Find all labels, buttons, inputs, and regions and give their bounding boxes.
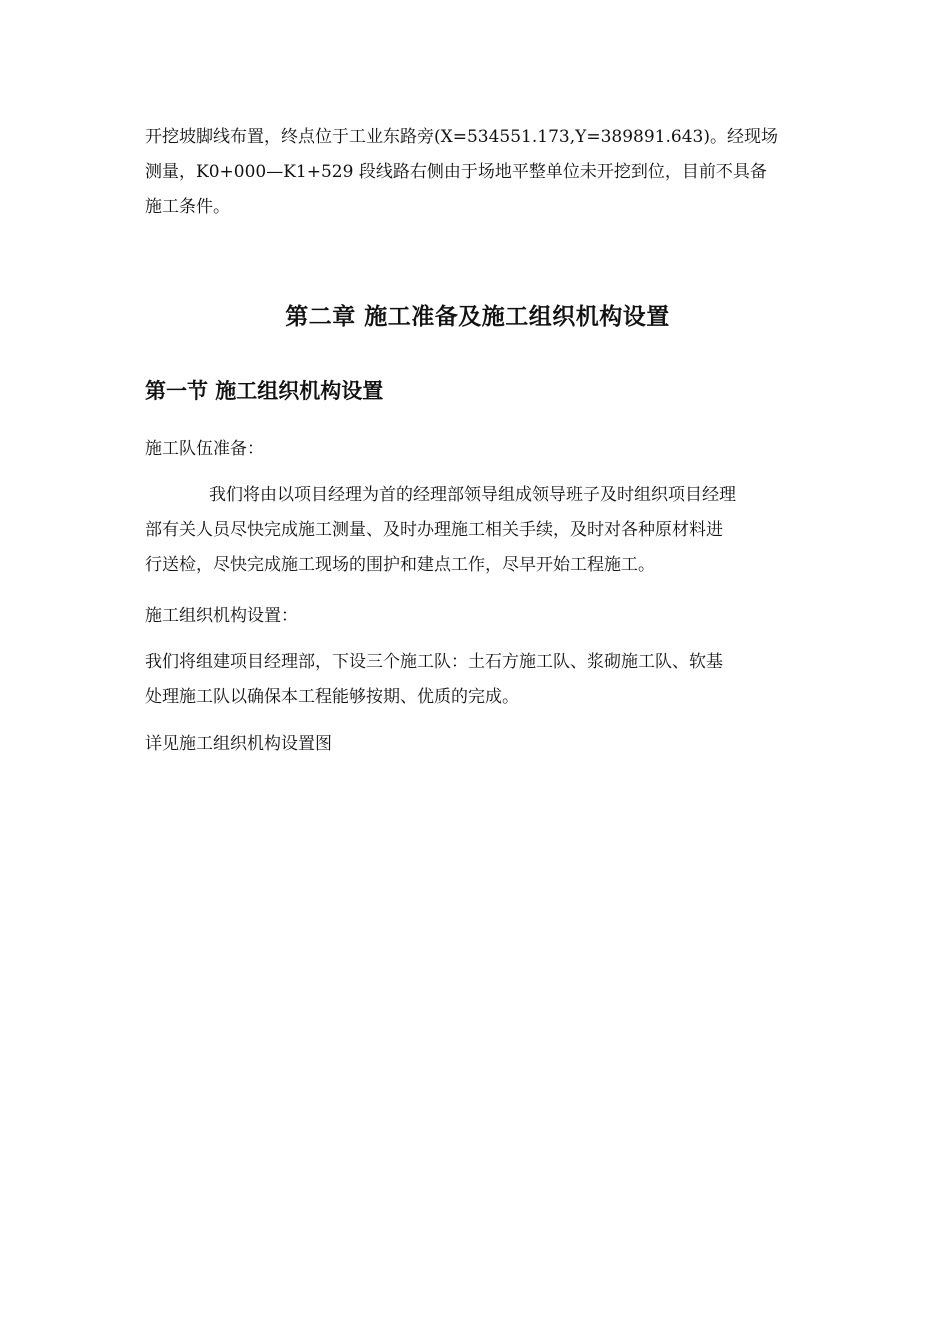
intro-line-3: 施工条件。 [145,197,230,217]
org-chart-note: 详见施工组织机构设置图 [145,734,332,754]
org-setup-line-1: 我们将组建项目经理部，下设三个施工队：土石方施工队、浆砌施工队、软基 [145,652,723,672]
org-setup-heading-block [145,599,810,634]
org-setup-line-2: 处理施工队以确保本工程能够按期、优质的完成。 [145,687,519,707]
chapter-title: 第二章 施工准备及施工组织机构设置 [285,304,670,330]
team-prep-line-3: 行送检，尽快完成施工现场的围护和建点工作，尽早开始工程施工。 [145,555,655,575]
team-prep-line-1: 我们将由以项目经理为首的经理部领导组成领导班子及时组织项目经理 [209,485,736,505]
section-title: 第一节 施工组织机构设置 [145,379,384,403]
intro-line-1: 开挖坡脚线布置，终点位于工业东路旁(X=534551.173,Y=389891.643)。经现场 [145,127,778,147]
team-prep-body [145,478,810,583]
team-prep-heading-block [145,432,810,467]
team-prep-line-2: 部有关人员尽快完成施工测量、及时办理施工相关手续，及时对各种原材料进 [145,520,723,540]
intro-paragraph [145,120,810,225]
org-setup-heading: 施工组织机构设置： [145,606,298,626]
org-setup-body [145,645,810,715]
intro-line-2: 测量，K0+000—K1+529 段线路右侧由于场地平整单位未开挖到位，目前不具备 [145,162,767,182]
team-prep-heading: 施工队伍准备： [145,439,264,459]
org-chart-note-block [145,727,810,762]
